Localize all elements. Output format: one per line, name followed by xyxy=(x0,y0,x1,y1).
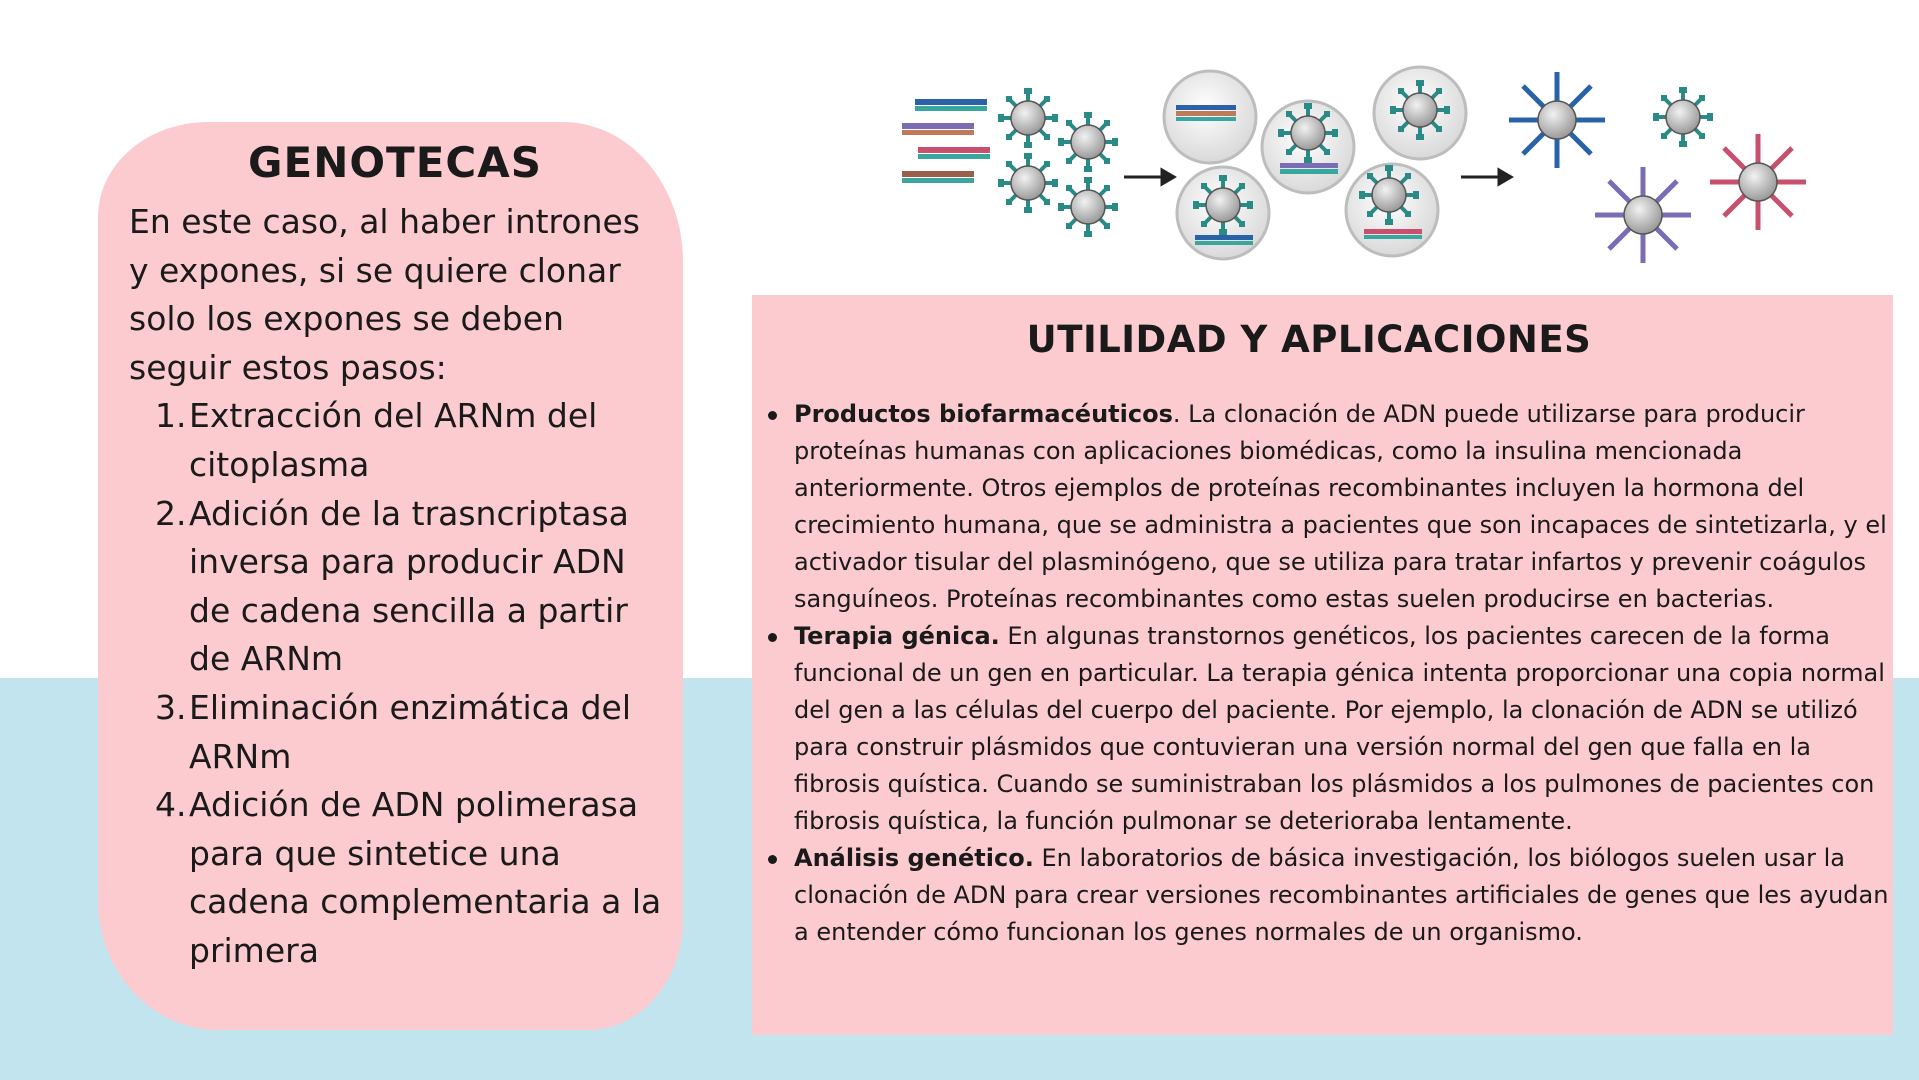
step-text: Adición de ADN polimerasa para que sintetice una cadena complementaria a la primera xyxy=(189,785,662,970)
application-item xyxy=(768,840,1898,951)
dna-fragment-stack xyxy=(902,99,990,183)
genotecas-intro: En este caso, al haber intrones y expones, si se quiere clonar solo los expones se deben seguir estos pasos: xyxy=(129,202,641,387)
application-text: En algunas transtornos genéticos, los pacientes carecen de la forma funcional de un gen en particular. La terapia génica intenta proporcionar una copia normal del gen a las células del cuerpo del paciente. Por ejemplo, la clonación de ADN se utilizó para construir plásmidos que contuvieran una versión normal del gen que falla en la fibrosis quística. Cuando se suministraban los plásmidos a los pulmones de pacientes con fibrosis quística, la función pulmonar se deterioraba lentamente. xyxy=(794,622,1885,835)
library-construction-illustration xyxy=(890,55,1830,275)
applications-list xyxy=(768,396,1898,951)
step-text: Adición de la trasncriptasa inversa para producir ADN de cadena sencilla a partir de ARNm xyxy=(189,493,629,679)
step-item xyxy=(129,392,669,489)
application-item xyxy=(768,396,1898,618)
step-number: 3. xyxy=(155,687,187,727)
step-number: 2. xyxy=(155,493,187,533)
application-item xyxy=(768,618,1898,840)
application-term: Terapia génica. xyxy=(794,622,1000,650)
application-term: Análisis genético. xyxy=(794,844,1034,872)
application-text: En laboratorios de básica investigación, los biólogos suelen usar la clonación de ADN para crear versiones recombinantes artificiales de genes que les ayudan a entender cómo funcionan los genes normales de un organismo. xyxy=(794,844,1889,946)
arrow-right-icon xyxy=(1124,170,1174,184)
genotecas-body xyxy=(129,198,669,976)
step-text: Eliminación enzimática del ARNm xyxy=(189,687,632,776)
step-number: 4. xyxy=(155,785,187,825)
phage-group-initial xyxy=(998,88,1118,237)
step-number: 1. xyxy=(155,396,187,436)
genotecas-title: GENOTECAS xyxy=(248,138,542,187)
utilidad-title: UTILIDAD Y APLICACIONES xyxy=(1026,318,1592,361)
genotecas-steps xyxy=(129,392,669,975)
step-item xyxy=(129,684,669,781)
step-item xyxy=(129,490,669,684)
step-text: Extracción del ARNm del citoplasma xyxy=(189,396,598,484)
application-text: . La clonación de ADN puede utilizarse para producir proteínas humanas con aplicaciones biomédicas, como la insulina mencionada anteriormente. Otros ejemplos de proteínas recombinantes incluyen la hormona del crecimiento humana, que se administra a pacientes que son incapaces de sintetizarla, y el activador tisular del plasminógeno, que se utiliza para tratar infartos y prevenir coágulos sanguíneos. Proteínas recombinantes como estas suelen producirse en bacterias. xyxy=(794,400,1887,613)
step-item xyxy=(129,781,669,975)
application-term: Productos biofarmacéuticos xyxy=(794,400,1173,428)
infected-cells xyxy=(1164,67,1466,259)
recombinant-phages xyxy=(1509,72,1806,263)
arrow-right-icon xyxy=(1461,170,1511,184)
